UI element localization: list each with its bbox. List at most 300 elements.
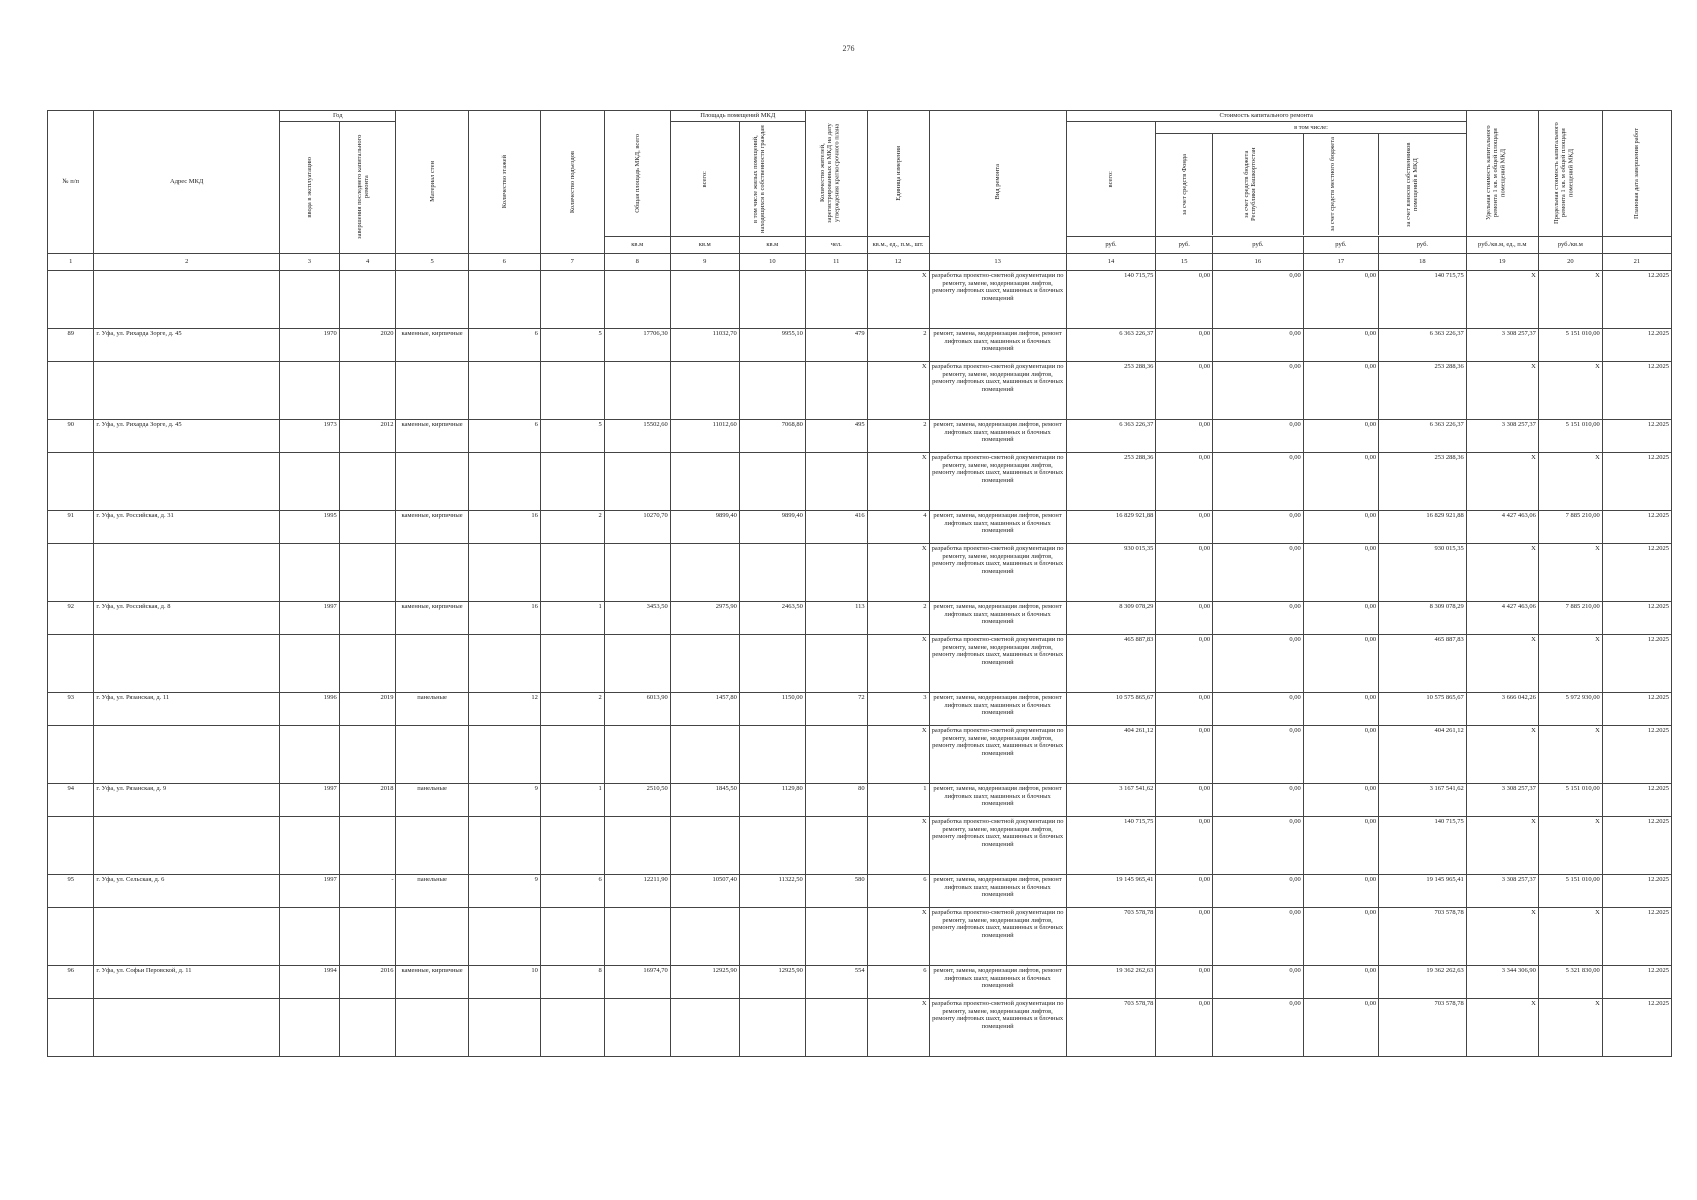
cell-floors (468, 634, 540, 692)
cell-y1: 1973 (279, 419, 339, 452)
cell-y2 (339, 601, 396, 634)
cell-fund: 0,00 (1156, 907, 1213, 965)
cell-res (739, 998, 805, 1056)
cell-mat (396, 725, 468, 783)
cell-rb: 0,00 (1213, 361, 1304, 419)
cell-ent: 2 (540, 510, 604, 543)
cell-y1: 1995 (279, 510, 339, 543)
cell-own: 16 829 921,88 (1379, 510, 1467, 543)
cell-max: X (1538, 816, 1602, 874)
unit-rub-rb: руб. (1213, 236, 1304, 253)
cell-total: 253 288,36 (1066, 452, 1156, 510)
cell-rb: 0,00 (1213, 998, 1304, 1056)
cell-prem: 9899,40 (670, 510, 739, 543)
cell-total: 6 363 226,37 (1066, 328, 1156, 361)
cell-no (48, 270, 94, 328)
cell-no: 95 (48, 874, 94, 907)
col-unit-cost-header: Удельная стоимость капитального ремонта 1 кв. м общей площади помещений МКД (1466, 111, 1538, 237)
cell-address (94, 361, 280, 419)
cell-y1: 1970 (279, 328, 339, 361)
cell-max: 5 151 010,00 (1538, 328, 1602, 361)
cell-rb: 0,00 (1213, 510, 1304, 543)
cell-address: г. Уфа, ул. Российская, д. 31 (94, 510, 280, 543)
table-row (48, 419, 1672, 452)
cell-ent (540, 452, 604, 510)
cell-total: 404 261,12 (1066, 725, 1156, 783)
cell-y1 (279, 452, 339, 510)
unit-sqm-total: кв.м (604, 236, 670, 253)
col-no-header: № п/п (48, 111, 94, 254)
cell-work: разработка проектно-сметной документации по ремонту, замене, модернизации лифтов, ремонту лифтовых шахт, машинных и блочных помещений (929, 543, 1066, 601)
cell-date: 12.2025 (1602, 998, 1671, 1056)
cell-area (604, 816, 670, 874)
cell-address: г. Уфа, ул. Рихарда Зорге, д. 45 (94, 419, 280, 452)
cell-people: 416 (805, 510, 867, 543)
cell-ent: 6 (540, 874, 604, 907)
cell-fund: 0,00 (1156, 634, 1213, 692)
cell-total: 6 363 226,37 (1066, 419, 1156, 452)
cell-unit: 3 308 257,37 (1466, 328, 1538, 361)
cell-y2 (339, 816, 396, 874)
cell-y2: 2020 (339, 328, 396, 361)
cell-no: 96 (48, 965, 94, 998)
cell-unit: 3 666 042,26 (1466, 692, 1538, 725)
cell-lb: 0,00 (1303, 692, 1378, 725)
column-number: 6 (468, 253, 540, 270)
cell-prem (670, 452, 739, 510)
cell-y2: 2018 (339, 783, 396, 816)
cell-no (48, 907, 94, 965)
cell-fund: 0,00 (1156, 452, 1213, 510)
cell-y2 (339, 510, 396, 543)
cell-max: 7 885 210,00 (1538, 510, 1602, 543)
cell-own: 19 362 262,63 (1379, 965, 1467, 998)
table-row (48, 328, 1672, 361)
cell-date: 12.2025 (1602, 725, 1671, 783)
cell-prem (670, 361, 739, 419)
col-cost-group: Стоимость капитального ремонта (1066, 111, 1466, 122)
cell-people (805, 543, 867, 601)
column-number: 13 (929, 253, 1066, 270)
cell-res (739, 452, 805, 510)
cell-address: г. Уфа, ул. Рихарда Зорге, д. 45 (94, 328, 280, 361)
cell-lb: 0,00 (1303, 907, 1378, 965)
cell-mat (396, 816, 468, 874)
column-number: 10 (739, 253, 805, 270)
cell-fund: 0,00 (1156, 874, 1213, 907)
cell-fund: 0,00 (1156, 725, 1213, 783)
cell-qty: X (867, 543, 929, 601)
cell-y1 (279, 361, 339, 419)
cell-address: г. Уфа, ул. Рязанская, д. 11 (94, 692, 280, 725)
cell-date: 12.2025 (1602, 601, 1671, 634)
cell-rb: 0,00 (1213, 601, 1304, 634)
cell-rb: 0,00 (1213, 452, 1304, 510)
cell-y1: 1994 (279, 965, 339, 998)
cell-area (604, 634, 670, 692)
cell-area: 3453,50 (604, 601, 670, 634)
cell-mat: панельные (396, 874, 468, 907)
table-row (48, 543, 1672, 601)
cell-y1 (279, 816, 339, 874)
cell-date: 12.2025 (1602, 270, 1671, 328)
cell-rb: 0,00 (1213, 270, 1304, 328)
cell-max: 5 321 830,00 (1538, 965, 1602, 998)
cell-rb: 0,00 (1213, 419, 1304, 452)
cell-floors: 6 (468, 328, 540, 361)
col-floors-header: Количество этажей (468, 111, 540, 254)
cell-res (739, 816, 805, 874)
unit-sqm-residential: кв.м (739, 236, 805, 253)
cell-area: 17706,30 (604, 328, 670, 361)
cell-floors: 6 (468, 419, 540, 452)
unit-date (1602, 236, 1671, 253)
cell-no (48, 634, 94, 692)
page-number: 276 (842, 44, 855, 53)
cell-date: 12.2025 (1602, 361, 1671, 419)
column-number: 18 (1379, 253, 1467, 270)
cell-rb: 0,00 (1213, 816, 1304, 874)
cell-floors: 10 (468, 965, 540, 998)
cell-qty: 6 (867, 965, 929, 998)
cell-people (805, 998, 867, 1056)
cell-no (48, 816, 94, 874)
cell-total: 140 715,75 (1066, 816, 1156, 874)
cell-people: 72 (805, 692, 867, 725)
cell-people (805, 361, 867, 419)
cell-floors (468, 998, 540, 1056)
cell-fund: 0,00 (1156, 543, 1213, 601)
table-row (48, 270, 1672, 328)
cell-mat: панельные (396, 783, 468, 816)
cell-no: 92 (48, 601, 94, 634)
cell-y2 (339, 270, 396, 328)
cell-mat: каменные, кирпичные (396, 419, 468, 452)
cell-own: 404 261,12 (1379, 725, 1467, 783)
cell-floors: 9 (468, 874, 540, 907)
cell-prem (670, 907, 739, 965)
cell-area: 10270,70 (604, 510, 670, 543)
cell-date: 12.2025 (1602, 874, 1671, 907)
cell-y2 (339, 361, 396, 419)
unit-persons: чел. (805, 236, 867, 253)
cell-mat (396, 270, 468, 328)
col-address-header: Адрес МКД (94, 111, 280, 254)
unit-rub-owners: руб. (1379, 236, 1467, 253)
cell-no: 93 (48, 692, 94, 725)
cell-date: 12.2025 (1602, 816, 1671, 874)
cell-own: 6 363 226,37 (1379, 328, 1467, 361)
cell-rb: 0,00 (1213, 692, 1304, 725)
cell-res (739, 907, 805, 965)
cell-rb: 0,00 (1213, 907, 1304, 965)
unit-rub-total: руб. (1066, 236, 1156, 253)
cell-qty: 2 (867, 328, 929, 361)
cell-total: 253 288,36 (1066, 361, 1156, 419)
cell-ent (540, 634, 604, 692)
cell-date: 12.2025 (1602, 452, 1671, 510)
cell-mat: каменные, кирпичные (396, 510, 468, 543)
cell-own: 19 145 965,41 (1379, 874, 1467, 907)
cell-ent (540, 725, 604, 783)
cell-fund: 0,00 (1156, 783, 1213, 816)
cell-y2 (339, 725, 396, 783)
table-row (48, 634, 1672, 692)
cell-work: разработка проектно-сметной документации по ремонту, замене, модернизации лифтов, ремонту лифтовых шахт, машинных и блочных помещений (929, 998, 1066, 1056)
cell-mat: каменные, кирпичные (396, 965, 468, 998)
cell-ent (540, 543, 604, 601)
cell-area: 12211,90 (604, 874, 670, 907)
cell-mat (396, 361, 468, 419)
cell-own: 3 167 541,62 (1379, 783, 1467, 816)
cell-max: 7 885 210,00 (1538, 601, 1602, 634)
cell-people (805, 725, 867, 783)
cell-people (805, 452, 867, 510)
cell-max: X (1538, 361, 1602, 419)
cell-fund: 0,00 (1156, 419, 1213, 452)
cell-total: 8 309 078,29 (1066, 601, 1156, 634)
cell-area: 15502,60 (604, 419, 670, 452)
cell-lb: 0,00 (1303, 783, 1378, 816)
cell-address: г. Уфа, ул. Софьи Перовской, д. 11 (94, 965, 280, 998)
cell-ent: 8 (540, 965, 604, 998)
cell-qty: X (867, 452, 929, 510)
cell-prem (670, 998, 739, 1056)
cell-prem: 11032,70 (670, 328, 739, 361)
unit-rub-lb: руб. (1303, 236, 1378, 253)
column-number: 19 (1466, 253, 1538, 270)
cell-y1: 1997 (279, 874, 339, 907)
cell-unit: X (1466, 361, 1538, 419)
cell-total: 703 578,78 (1066, 998, 1156, 1056)
col-entrances-header: Количество подъездов (540, 111, 604, 254)
cell-res (739, 543, 805, 601)
cell-prem: 2975,90 (670, 601, 739, 634)
cell-mat: каменные, кирпичные (396, 601, 468, 634)
cell-res (739, 725, 805, 783)
cell-prem: 12925,90 (670, 965, 739, 998)
cell-rb: 0,00 (1213, 874, 1304, 907)
column-number: 5 (396, 253, 468, 270)
cell-res: 1129,80 (739, 783, 805, 816)
table-row (48, 692, 1672, 725)
cell-area (604, 998, 670, 1056)
cell-own: 8 309 078,29 (1379, 601, 1467, 634)
cell-work: ремонт, замена, модернизация лифтов, ремонт лифтовых шахт, машинных и блочных помещений (929, 510, 1066, 543)
cell-own: 465 887,83 (1379, 634, 1467, 692)
column-number: 16 (1213, 253, 1304, 270)
unit-rub-per: руб./кв.м, ед., п.м (1466, 236, 1538, 253)
cell-address (94, 816, 280, 874)
cell-work: разработка проектно-сметной документации по ремонту, замене, модернизации лифтов, ремонту лифтовых шахт, машинных и блочных помещений (929, 907, 1066, 965)
cell-work: разработка проектно-сметной документации по ремонту, замене, модернизации лифтов, ремонту лифтовых шахт, машинных и блочных помещений (929, 270, 1066, 328)
cell-ent (540, 907, 604, 965)
cell-total: 10 575 865,67 (1066, 692, 1156, 725)
cell-no: 94 (48, 783, 94, 816)
cell-total: 465 887,83 (1066, 634, 1156, 692)
cell-mat (396, 543, 468, 601)
cell-res: 11322,50 (739, 874, 805, 907)
table-row (48, 361, 1672, 419)
cell-date: 12.2025 (1602, 543, 1671, 601)
column-number: 20 (1538, 253, 1602, 270)
cell-y2: 2019 (339, 692, 396, 725)
cell-work: разработка проектно-сметной документации по ремонту, замене, модернизации лифтов, ремонту лифтовых шахт, машинных и блочных помещений (929, 725, 1066, 783)
col-premises-total-header: всего: (670, 121, 739, 236)
cell-y2: - (339, 874, 396, 907)
cell-work: ремонт, замена, модернизация лифтов, ремонт лифтовых шахт, машинных и блочных помещений (929, 601, 1066, 634)
cell-ent: 1 (540, 601, 604, 634)
cell-max: X (1538, 725, 1602, 783)
cell-work: ремонт, замена, модернизация лифтов, ремонт лифтовых шахт, машинных и блочных помещений (929, 419, 1066, 452)
cell-max: X (1538, 634, 1602, 692)
cell-y1 (279, 907, 339, 965)
cell-mat: каменные, кирпичные (396, 328, 468, 361)
col-material-header: Материал стен (396, 111, 468, 254)
table-row (48, 601, 1672, 634)
cell-no: 90 (48, 419, 94, 452)
col-premises-res-header: в том числе жилых помещений, находящихся в собственности граждан (739, 121, 805, 236)
cell-qty: X (867, 270, 929, 328)
cell-area (604, 452, 670, 510)
cell-own: 140 715,75 (1379, 270, 1467, 328)
cell-floors (468, 543, 540, 601)
cell-unit: X (1466, 907, 1538, 965)
cell-ent (540, 816, 604, 874)
cell-floors (468, 907, 540, 965)
cell-max: X (1538, 452, 1602, 510)
cell-prem (670, 816, 739, 874)
cell-own: 930 015,35 (1379, 543, 1467, 601)
cell-fund: 0,00 (1156, 601, 1213, 634)
cell-qty: 1 (867, 783, 929, 816)
cell-y1: 1996 (279, 692, 339, 725)
cell-floors: 16 (468, 601, 540, 634)
cell-people: 495 (805, 419, 867, 452)
cell-date: 12.2025 (1602, 783, 1671, 816)
cell-no: 91 (48, 510, 94, 543)
cell-floors (468, 361, 540, 419)
cell-y2 (339, 452, 396, 510)
column-number: 8 (604, 253, 670, 270)
cell-no (48, 998, 94, 1056)
cell-res (739, 634, 805, 692)
col-cost-total-header: всего: (1066, 121, 1156, 236)
column-number: 4 (339, 253, 396, 270)
column-number: 11 (805, 253, 867, 270)
cell-address (94, 543, 280, 601)
cell-area (604, 270, 670, 328)
cell-floors (468, 725, 540, 783)
cell-qty: X (867, 998, 929, 1056)
cell-address (94, 634, 280, 692)
unit-measure: кв.м., ед., п.м., шт. (867, 236, 929, 253)
cell-prem: 1845,50 (670, 783, 739, 816)
cell-lb: 0,00 (1303, 361, 1378, 419)
cell-total: 19 145 965,41 (1066, 874, 1156, 907)
cell-res: 9899,40 (739, 510, 805, 543)
cell-work: ремонт, замена, модернизация лифтов, ремонт лифтовых шахт, машинных и блочных помещений (929, 328, 1066, 361)
cell-y1: 1997 (279, 601, 339, 634)
cell-max: X (1538, 543, 1602, 601)
column-number: 3 (279, 253, 339, 270)
cell-address: г. Уфа, ул. Сельская, д. 6 (94, 874, 280, 907)
cell-lb: 0,00 (1303, 965, 1378, 998)
cell-ent: 5 (540, 419, 604, 452)
cell-lb: 0,00 (1303, 725, 1378, 783)
col-including-group: в том числе: за счет средств Фонда за счет средств бюджета Республики Башкортостан за счет средств местного бюджета за счет взносов собственников помещений в МКД (1156, 121, 1466, 236)
cell-ent (540, 998, 604, 1056)
cell-area (604, 907, 670, 965)
cell-lb: 0,00 (1303, 328, 1378, 361)
cell-unit: X (1466, 270, 1538, 328)
cell-qty: 6 (867, 874, 929, 907)
cell-date: 12.2025 (1602, 692, 1671, 725)
cell-no (48, 543, 94, 601)
unit-sqm-premises: кв.м (670, 236, 739, 253)
cell-res (739, 270, 805, 328)
cell-unit: X (1466, 543, 1538, 601)
cell-own: 140 715,75 (1379, 816, 1467, 874)
cell-people (805, 907, 867, 965)
repair-plan-table (47, 110, 1672, 1057)
cell-own: 253 288,36 (1379, 452, 1467, 510)
column-number: 15 (1156, 253, 1213, 270)
cell-qty: X (867, 725, 929, 783)
cell-rb: 0,00 (1213, 543, 1304, 601)
cell-total: 140 715,75 (1066, 270, 1156, 328)
cell-unit: 3 344 306,90 (1466, 965, 1538, 998)
col-max-cost-header: Предельная стоимость капитального ремонта 1 кв. м общей площади помещений МКД (1538, 111, 1602, 237)
cell-total: 19 362 262,63 (1066, 965, 1156, 998)
cell-people (805, 816, 867, 874)
cell-area: 6013,90 (604, 692, 670, 725)
cell-rb: 0,00 (1213, 634, 1304, 692)
cell-unit: 3 308 257,37 (1466, 419, 1538, 452)
cell-fund: 0,00 (1156, 816, 1213, 874)
cell-fund: 0,00 (1156, 965, 1213, 998)
column-number: 9 (670, 253, 739, 270)
unit-rub-fund: руб. (1156, 236, 1213, 253)
cell-area (604, 543, 670, 601)
cell-max: X (1538, 907, 1602, 965)
table-row (48, 816, 1672, 874)
cell-lb: 0,00 (1303, 452, 1378, 510)
cell-y2: 2012 (339, 419, 396, 452)
cell-prem: 10507,40 (670, 874, 739, 907)
cell-y1: 1997 (279, 783, 339, 816)
cell-date: 12.2025 (1602, 965, 1671, 998)
cell-y1 (279, 998, 339, 1056)
cell-lb: 0,00 (1303, 510, 1378, 543)
cell-prem (670, 543, 739, 601)
cell-work: разработка проектно-сметной документации по ремонту, замене, модернизации лифтов, ремонту лифтовых шахт, машинных и блочных помещений (929, 452, 1066, 510)
cell-floors: 9 (468, 783, 540, 816)
cell-address (94, 270, 280, 328)
cell-lb: 0,00 (1303, 419, 1378, 452)
column-number: 2 (94, 253, 280, 270)
cell-floors: 16 (468, 510, 540, 543)
cell-qty: X (867, 361, 929, 419)
cell-area (604, 361, 670, 419)
cell-no: 89 (48, 328, 94, 361)
cell-lb: 0,00 (1303, 601, 1378, 634)
cell-max: 5 151 010,00 (1538, 783, 1602, 816)
cell-prem: 11012,60 (670, 419, 739, 452)
cell-total: 703 578,78 (1066, 907, 1156, 965)
cell-rb: 0,00 (1213, 725, 1304, 783)
table-row (48, 998, 1672, 1056)
